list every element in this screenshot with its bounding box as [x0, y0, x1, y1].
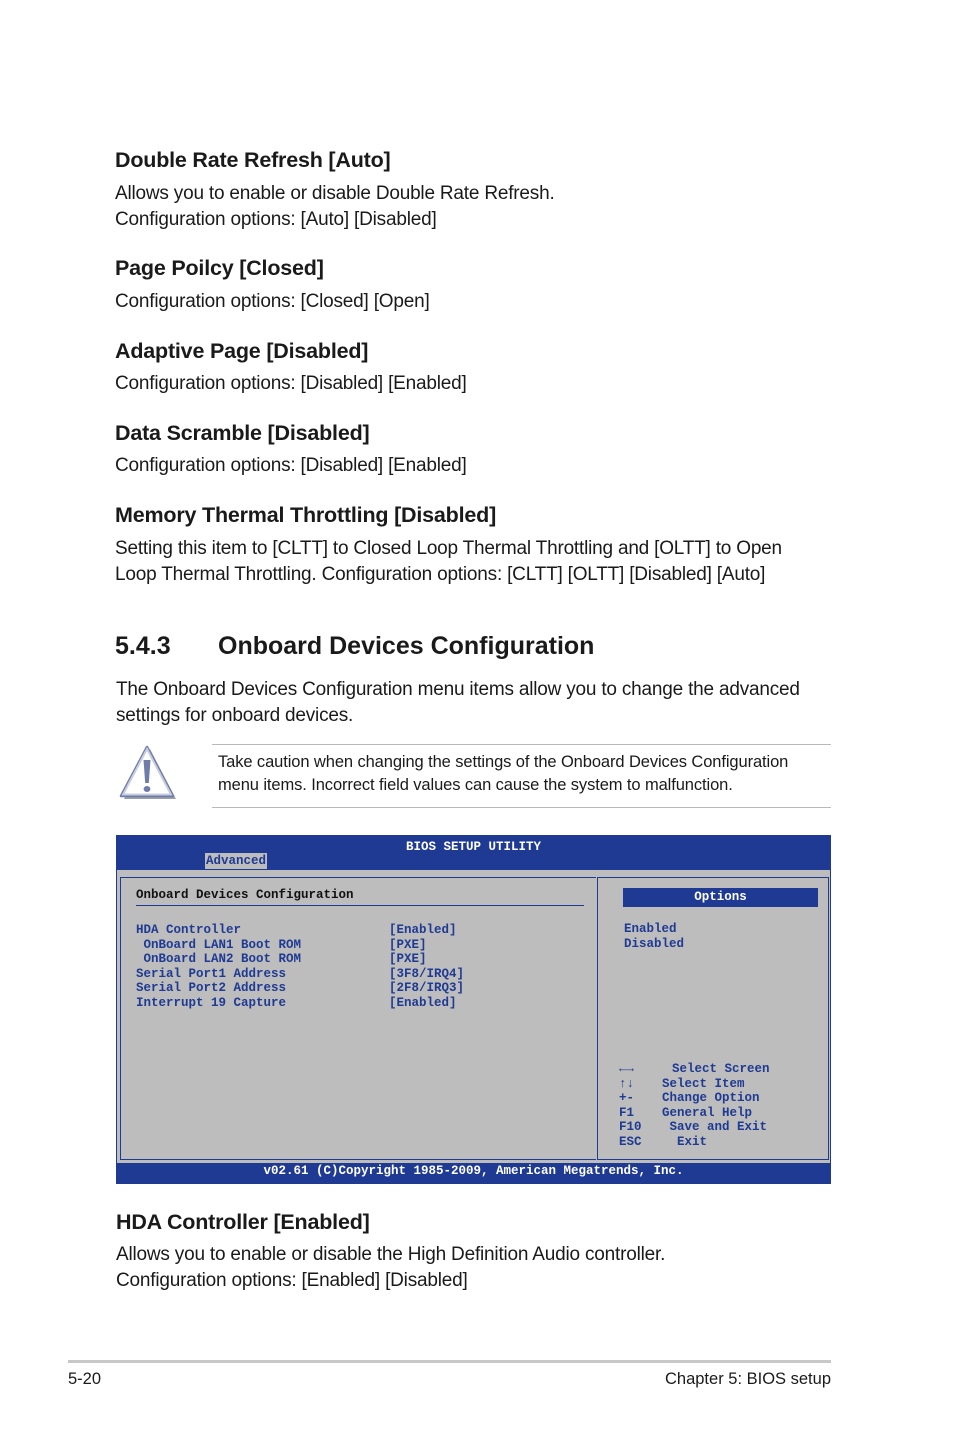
bios-screen	[116, 835, 831, 1184]
bios-body	[117, 870, 830, 1163]
bios-title: BIOS SETUP UTILITY	[405, 840, 542, 854]
caution-line: menu items. Incorrect field values can cause the system to malfunction.	[218, 776, 733, 794]
bios-menu-pane	[120, 877, 596, 1160]
item-heading-data-scramble: Data Scramble [Disabled]	[115, 421, 370, 445]
bios-key: F1	[619, 1105, 635, 1120]
item-line: Configuration options: [Disabled] [Enabled]	[115, 373, 467, 394]
bios-row-label-lan2-boot-rom[interactable]: OnBoard LAN2 Boot ROM	[136, 952, 302, 966]
item-heading-memory-thermal-throttling: Memory Thermal Throttling [Disabled]	[115, 503, 497, 527]
item-line: Configuration options: [Enabled] [Disabled]	[116, 1270, 468, 1291]
bios-row-label-interrupt19[interactable]: Interrupt 19 Capture	[136, 995, 287, 1010]
bios-row-value[interactable]: [Enabled]	[389, 995, 457, 1010]
bios-key: +-	[619, 1091, 635, 1105]
item-line: Configuration options: [Auto] [Disabled]	[115, 209, 437, 230]
bios-row-label-serial-port1[interactable]: Serial Port1 Address	[136, 966, 287, 981]
bios-help-pane	[597, 877, 829, 1160]
bios-options-title: Options	[623, 888, 818, 907]
bios-key-action: Exit	[662, 1134, 708, 1149]
bios-row-value[interactable]: [PXE]	[389, 937, 427, 952]
bios-option-disabled[interactable]: Disabled	[624, 936, 685, 951]
note-top-rule	[212, 744, 831, 745]
caution-note	[218, 751, 830, 797]
bios-copyright: v02.61 (C)Copyright 1985-2009, American Megatrends, Inc.	[263, 1164, 684, 1178]
item-heading-adaptive-page: Adaptive Page [Disabled]	[115, 339, 369, 363]
bios-key-action: Save and Exit	[662, 1120, 768, 1134]
bios-row-value[interactable]: [Enabled]	[389, 923, 457, 937]
footer-rule	[68, 1360, 831, 1363]
bios-key-action: General Help	[662, 1105, 753, 1120]
page-number: 5-20	[68, 1370, 102, 1388]
bios-key: ←→	[619, 1062, 635, 1076]
bios-row-label-lan1-boot-rom[interactable]: OnBoard LAN1 Boot ROM	[136, 937, 302, 952]
warning-triangle-icon	[118, 745, 178, 801]
item-heading-page-policy: Page Poilcy [Closed]	[115, 256, 324, 280]
section-number: 5.4.3	[115, 632, 171, 660]
item-line: Configuration options: [Closed] [Open]	[115, 291, 430, 312]
bios-key: ↑↓	[619, 1076, 635, 1091]
bios-key-action: Change Option	[662, 1091, 760, 1105]
bios-row-value[interactable]: [2F8/IRQ3]	[389, 981, 465, 995]
item-line: Setting this item to [CLTT] to Closed Loop Thermal Throttling and [OLTT] to Open	[115, 538, 782, 559]
note-bottom-rule	[212, 807, 831, 808]
bios-row-value[interactable]: [3F8/IRQ4]	[389, 966, 465, 981]
bios-key-action: Select Screen	[657, 1062, 770, 1076]
item-heading-double-rate-refresh: Double Rate Refresh [Auto]	[115, 148, 391, 172]
bios-panel-rule	[136, 905, 584, 906]
section-intro-line: settings for onboard devices.	[116, 705, 354, 726]
bios-row-value[interactable]: [PXE]	[389, 952, 427, 966]
bios-panel-heading: Onboard Devices Configuration	[136, 888, 354, 902]
section-intro-line: The Onboard Devices Configuration menu items allow you to change the advanced	[116, 679, 800, 700]
section-title: Onboard Devices Configuration	[218, 632, 595, 660]
bios-tab-advanced[interactable]: Advanced	[206, 854, 267, 868]
item-line: Allows you to enable or disable the High Definition Audio controller.	[116, 1244, 666, 1265]
bios-key: F10	[619, 1120, 642, 1134]
item-line: Loop Thermal Throttling. Configuration options: [CLTT] [OLTT] [Disabled] [Auto]	[115, 564, 766, 585]
bios-option-enabled[interactable]: Enabled	[624, 922, 677, 936]
chapter-label: Chapter 5: BIOS setup	[664, 1370, 831, 1388]
bios-key-action: Select Item	[662, 1076, 745, 1091]
item-line: Allows you to enable or disable Double Rate Refresh.	[115, 183, 555, 204]
bios-key: ESC	[619, 1134, 642, 1149]
bios-row-label-hda-controller[interactable]: HDA Controller	[136, 923, 242, 937]
item-heading-hda-controller: HDA Controller [Enabled]	[116, 1210, 370, 1234]
caution-line: Take caution when changing the settings of the Onboard Devices Configuration	[218, 753, 789, 771]
item-line: Configuration options: [Disabled] [Enabled]	[115, 455, 467, 476]
bios-row-label-serial-port2[interactable]: Serial Port2 Address	[136, 981, 287, 995]
